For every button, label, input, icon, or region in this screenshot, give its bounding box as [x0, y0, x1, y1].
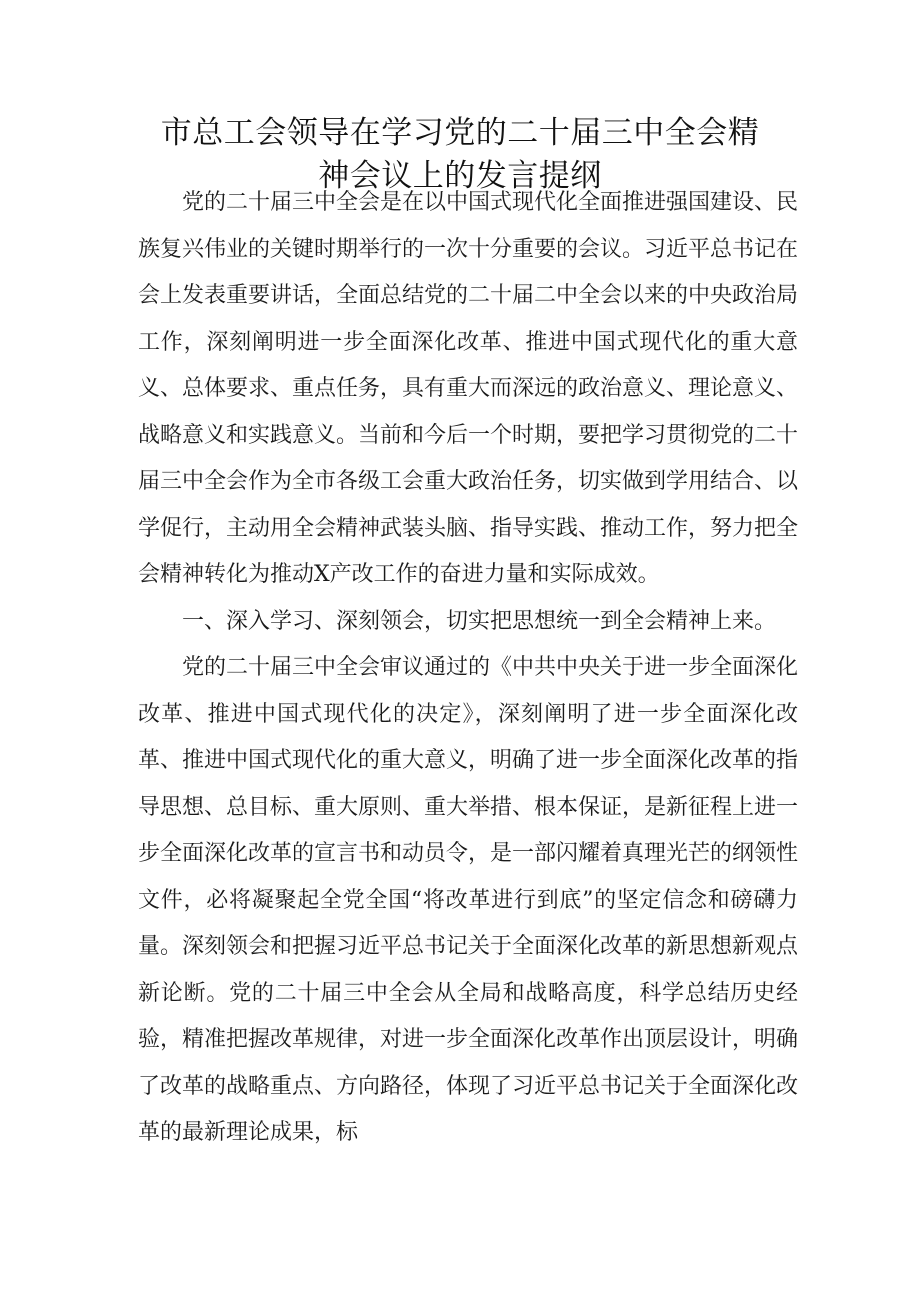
paragraph-section-1: 党的二十届三中全会审议通过的《中共中央关于进一步全面深化改革、推进中国式现代化的决定》，深刻阐明了进一步全面深化改革、推进中国式现代化的重大意义，明确了进一步全面深化改革的指导思想、总目标、重大原则、重大举措、根本保证，是新征程上进一步全面深化改革的宣言书和动员令，是一部闪耀着真理光芒的纲领性文件，必将凝聚起全党全国“将改革进行到底”的坚定信念和磅礴力量。深刻领会和把握习近平总书记关于全面深化改革的新思想新观点新论断。党的二十届三中全会从全局和战略高度，科学总结历史经验，精准把握改革规律，对进一步全面深化改革作出顶层设计，明确了改革的战略重点、方向路径，体现了习近平总书记关于全面深化改革的最新理论成果，标 — [138, 655, 799, 1145]
title-line-2: 神会议上的发言提纲 — [318, 158, 602, 194]
section-heading-1: 一、深入学习、深刻领会，切实把思想统一到全会精神上来。 — [182, 608, 777, 634]
title-line-1: 市总工会领导在学习党的二十届三中全会精 — [160, 115, 760, 151]
paragraph-intro: 党的二十届三中全会是在以中国式现代化全面推进强国建设、民族复兴伟业的关键时期举行的一次十分重要的会议。习近平总书记在会上发表重要讲话，全面总结党的二十届二中全会以来的中央政治局工作，深刻阐明进一步全面深化改革、推进中国式现代化的重大意义、总体要求、重点任务，具有重大而深远的政治意义、理论意义、战略意义和实践意义。当前和今后一个时期，要把学习贯彻党的二十届三中全会作为全市各级工会重大政治任务，切实做到学用结合、以学促行，主动用全会精神武装头脑、指导实践、推动工作，努力把全会精神转化为推动X产改工作的奋进力量和实际成效。 — [138, 190, 799, 587]
document-body — [138, 180, 798, 1157]
